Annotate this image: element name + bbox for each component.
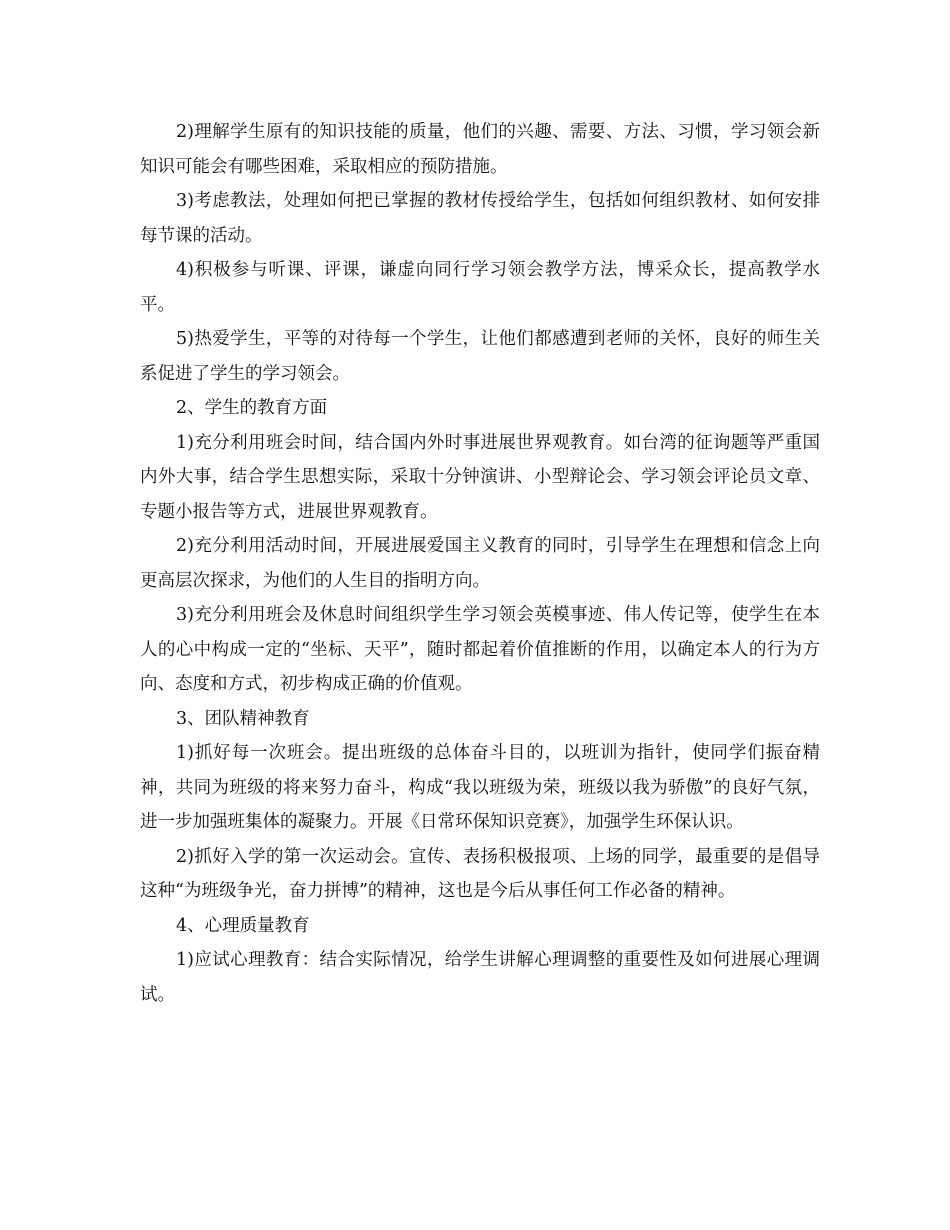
paragraph: 2)充分利用活动时间，开展进展爱国主义教育的同时，引导学生在理想和信念上向更高层次探求，为他们的人生目的指明方向。 — [140, 536, 820, 591]
paragraph: 1)抓好每一次班会。提出班级的总体奋斗目的，以班训为指针，使同学们振奋精神，共同为班级的将来努力奋斗，构成“我以班级为荣，班级以我为骄傲”的良好气氛，进一步加强班集体的凝聚力。开展《日常环保知识竞赛》，加强学生环保认识。 — [140, 743, 820, 832]
paragraph: 1)应试心理教育：结合实际情况，给学生讲解心理调整的重要性及如何进展心理调试。 — [140, 950, 820, 1005]
section-heading: 4、心理质量教育 — [176, 915, 310, 936]
section-heading: 3、团队精神教育 — [176, 708, 310, 729]
paragraph: 2)抓好入学的第一次运动会。宣传、表扬积极报项、上场的同学，最重要的是倡导这种“为班级争光，奋力拼博”的精神，这也是今后从事任何工作必备的精神。 — [140, 846, 820, 901]
paragraph: 1)充分利用班会时间，结合国内外时事进展世界观教育。如台湾的征询题等严重国内外大事，结合学生思想实际，采取十分钟演讲、小型辩论会、学习领会评论员文章、专题小报告等方式，进展世界观教育。 — [140, 432, 820, 522]
paragraph: 3)考虑教法，处理如何把已掌握的教材传授给学生，包括如何组织教材、如何安排每节课的活动。 — [140, 191, 820, 246]
paragraph: 2)理解学生原有的知识技能的质量，他们的兴趣、需要、方法、习惯，学习领会新知识可能会有哪些困难，采取相应的预防措施。 — [140, 122, 820, 177]
paragraph: 4)积极参与听课、评课，谦虚向同行学习领会教学方法，博采众长，提高教学水平。 — [140, 260, 820, 315]
paragraph: 5)热爱学生，平等的对待每一个学生，让他们都感遭到老师的关怀，良好的师生关系促进了学生的学习领会。 — [140, 329, 820, 384]
paragraph: 3)充分利用班会及休息时间组织学生学习领会英模事迹、伟人传记等，使学生在本人的心中构成一定的“坐标、天平”，随时都起着价值推断的作用，以确定本人的行为方向、态度和方式，初步构成正确的价值观。 — [140, 605, 820, 694]
document-body — [140, 115, 820, 1012]
section-heading: 2、学生的教育方面 — [176, 398, 328, 418]
